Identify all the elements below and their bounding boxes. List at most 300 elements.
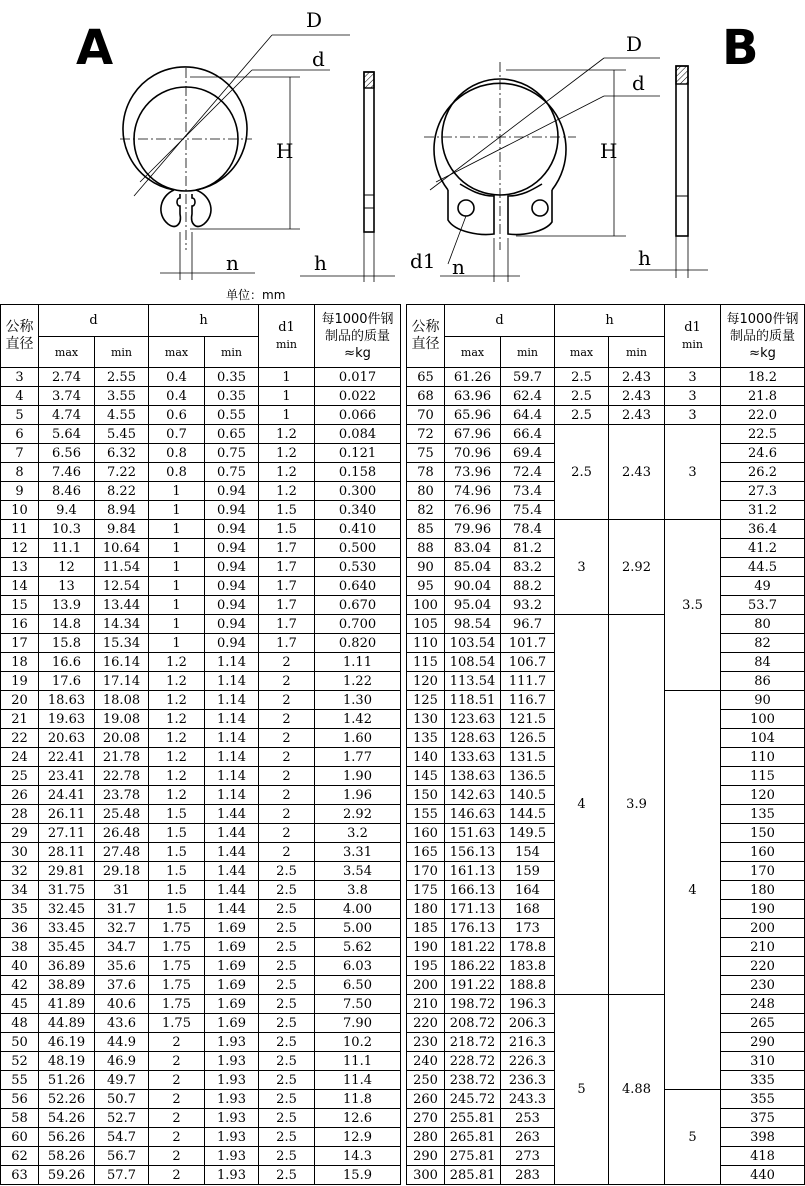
d-max-cell: 32.45: [39, 900, 95, 919]
nominal-cell: 12: [1, 539, 39, 558]
table-row: [1, 805, 401, 824]
nominal-cell: 65: [407, 368, 445, 387]
nominal-cell: 16: [1, 615, 39, 634]
mass-cell: 355: [721, 1090, 805, 1109]
table-row: [1, 387, 401, 406]
h-max-cell: 1.2: [149, 748, 205, 767]
table-row: [1, 444, 401, 463]
h-min-cell: 1.69: [205, 938, 259, 957]
nominal-cell: 26: [1, 786, 39, 805]
h-max-cell: 2: [149, 1128, 205, 1147]
d-min-cell: 8.22: [95, 482, 149, 501]
d-max-cell: 73.96: [445, 463, 501, 482]
mass-cell: 210: [721, 938, 805, 957]
nominal-cell: 10: [1, 501, 39, 520]
header-h-max: max: [149, 337, 205, 368]
nominal-cell: 110: [407, 634, 445, 653]
d-max-cell: 7.46: [39, 463, 95, 482]
h-max-cell: 1: [149, 482, 205, 501]
d1-cell: 1.7: [259, 558, 315, 577]
d-min-cell: 52.7: [95, 1109, 149, 1128]
d1-cell: 2.5: [259, 1071, 315, 1090]
d1-cell: 1.2: [259, 425, 315, 444]
d-max-cell: 41.89: [39, 995, 95, 1014]
dim-label-d-a: d: [312, 47, 325, 71]
d1-cell: 2: [259, 824, 315, 843]
d-min-cell: 56.7: [95, 1147, 149, 1166]
d-min-cell: 273: [501, 1147, 555, 1166]
dim-label-h-b: h: [638, 246, 651, 270]
nominal-cell: 3: [1, 368, 39, 387]
d-max-cell: 191.22: [445, 976, 501, 995]
d-max-cell: 16.6: [39, 653, 95, 672]
h-min-cell: 1.14: [205, 710, 259, 729]
h-min-cell: 2.43: [609, 406, 665, 425]
d-min-cell: 15.34: [95, 634, 149, 653]
nominal-cell: 8: [1, 463, 39, 482]
nominal-cell: 63: [1, 1166, 39, 1185]
mass-cell: 248: [721, 995, 805, 1014]
header-h-max-r: max: [555, 337, 609, 368]
table-row: [1, 1147, 401, 1166]
h-max-cell: 1.5: [149, 843, 205, 862]
d-max-cell: 208.72: [445, 1014, 501, 1033]
header-d-r: d: [445, 305, 555, 337]
d1-cell: 1: [259, 406, 315, 425]
table-row: [1, 596, 401, 615]
d-max-cell: 46.19: [39, 1033, 95, 1052]
d-max-cell: 133.63: [445, 748, 501, 767]
d1-cell: 1.2: [259, 482, 315, 501]
mass-cell: 398: [721, 1128, 805, 1147]
header-d1-min: min: [275, 338, 298, 351]
h-min-cell: 1.44: [205, 805, 259, 824]
nominal-cell: 52: [1, 1052, 39, 1071]
table-row: [407, 615, 805, 634]
spec-table-right: [406, 304, 805, 1185]
d-min-cell: 75.4: [501, 501, 555, 520]
d-min-cell: 93.2: [501, 596, 555, 615]
h-min-cell: 1.69: [205, 976, 259, 995]
h-min-cell: 2.43: [609, 425, 665, 520]
h-min-cell: 1.14: [205, 729, 259, 748]
d-max-cell: 275.81: [445, 1147, 501, 1166]
nominal-cell: 5: [1, 406, 39, 425]
d-min-cell: 54.7: [95, 1128, 149, 1147]
d-min-cell: 20.08: [95, 729, 149, 748]
d1-cell: 2: [259, 653, 315, 672]
d-min-cell: 243.3: [501, 1090, 555, 1109]
h-min-cell: 1.44: [205, 881, 259, 900]
h-max-cell: 2: [149, 1147, 205, 1166]
table-row: [1, 463, 401, 482]
ring-a-drawing: [123, 67, 247, 226]
table-row: [1, 862, 401, 881]
mass-cell: 7.90: [315, 1014, 401, 1033]
table-row: [407, 406, 805, 425]
d1-cell: 2.5: [259, 1166, 315, 1185]
dim-label-n-b: n: [452, 255, 465, 279]
mass-cell: 22.5: [721, 425, 805, 444]
mass-cell: 418: [721, 1147, 805, 1166]
d-min-cell: 3.55: [95, 387, 149, 406]
nominal-cell: 18: [1, 653, 39, 672]
d-min-cell: 72.4: [501, 463, 555, 482]
nominal-cell: 21: [1, 710, 39, 729]
d-max-cell: 79.96: [445, 520, 501, 539]
d1-cell: 3: [665, 406, 721, 425]
d-max-cell: 58.26: [39, 1147, 95, 1166]
d-min-cell: 23.78: [95, 786, 149, 805]
header-mass-unit-r: ≈kg: [749, 345, 776, 361]
figure-label-b: B: [722, 20, 759, 76]
table-row: [1, 995, 401, 1014]
mass-cell: 11.4: [315, 1071, 401, 1090]
table-row: [407, 995, 805, 1014]
mass-cell: 0.300: [315, 482, 401, 501]
h-max-cell: 1: [149, 615, 205, 634]
mass-cell: 160: [721, 843, 805, 862]
d-min-cell: 96.7: [501, 615, 555, 634]
d-max-cell: 142.63: [445, 786, 501, 805]
mass-cell: 104: [721, 729, 805, 748]
h-min-cell: 1.14: [205, 653, 259, 672]
h-max-cell: 1.75: [149, 995, 205, 1014]
h-min-cell: 1.14: [205, 672, 259, 691]
d-min-cell: 13.44: [95, 596, 149, 615]
dim-label-D-a: D: [306, 8, 323, 32]
table-row: [1, 1166, 401, 1185]
nominal-cell: 200: [407, 976, 445, 995]
nominal-cell: 58: [1, 1109, 39, 1128]
mass-cell: 290: [721, 1033, 805, 1052]
header-h: h: [149, 305, 259, 337]
table-row: [1, 1090, 401, 1109]
d-max-cell: 65.96: [445, 406, 501, 425]
h-max-cell: 5: [555, 995, 609, 1185]
d-max-cell: 118.51: [445, 691, 501, 710]
nominal-cell: 42: [1, 976, 39, 995]
d-min-cell: 206.3: [501, 1014, 555, 1033]
d1-cell: 3: [665, 368, 721, 387]
mass-cell: 3.2: [315, 824, 401, 843]
d-max-cell: 108.54: [445, 653, 501, 672]
nominal-cell: 115: [407, 653, 445, 672]
nominal-cell: 6: [1, 425, 39, 444]
d-max-cell: 12: [39, 558, 95, 577]
mass-cell: 80: [721, 615, 805, 634]
table-row: [1, 748, 401, 767]
d-min-cell: 183.8: [501, 957, 555, 976]
h-max-cell: 1: [149, 520, 205, 539]
mass-cell: 0.820: [315, 634, 401, 653]
mass-cell: 0.084: [315, 425, 401, 444]
d-min-cell: 16.14: [95, 653, 149, 672]
h-max-cell: 1.2: [149, 767, 205, 786]
d-max-cell: 95.04: [445, 596, 501, 615]
table-row: [1, 368, 401, 387]
nominal-cell: 95: [407, 577, 445, 596]
header-h-min: min: [205, 337, 259, 368]
d-min-cell: 253: [501, 1109, 555, 1128]
mass-cell: 110: [721, 748, 805, 767]
d-min-cell: 62.4: [501, 387, 555, 406]
d-min-cell: 126.5: [501, 729, 555, 748]
h-min-cell: 0.94: [205, 558, 259, 577]
table-row: [1, 824, 401, 843]
h-min-cell: 1.44: [205, 900, 259, 919]
d-max-cell: 67.96: [445, 425, 501, 444]
mass-cell: 84: [721, 653, 805, 672]
nominal-cell: 190: [407, 938, 445, 957]
nominal-cell: 125: [407, 691, 445, 710]
nominal-cell: 170: [407, 862, 445, 881]
d-min-cell: 18.08: [95, 691, 149, 710]
d-min-cell: 44.9: [95, 1033, 149, 1052]
dim-label-H-a: H: [276, 139, 294, 163]
mass-cell: 200: [721, 919, 805, 938]
mass-cell: 11.8: [315, 1090, 401, 1109]
h-max-cell: 2.5: [555, 406, 609, 425]
d-min-cell: 27.48: [95, 843, 149, 862]
d-max-cell: 228.72: [445, 1052, 501, 1071]
nominal-cell: 56: [1, 1090, 39, 1109]
d-min-cell: 136.5: [501, 767, 555, 786]
table-row: [1, 577, 401, 596]
d-max-cell: 26.11: [39, 805, 95, 824]
nominal-cell: 45: [1, 995, 39, 1014]
d-max-cell: 3.74: [39, 387, 95, 406]
d-max-cell: 9.4: [39, 501, 95, 520]
d1-cell: 1.7: [259, 596, 315, 615]
h-min-cell: 0.55: [205, 406, 259, 425]
header-d-min: min: [95, 337, 149, 368]
spec-table-left: [0, 304, 401, 1185]
d-max-cell: 36.89: [39, 957, 95, 976]
d-min-cell: 283: [501, 1166, 555, 1185]
h-min-cell: 1.44: [205, 843, 259, 862]
d-max-cell: 51.26: [39, 1071, 95, 1090]
table-row: [1, 957, 401, 976]
h-max-cell: 2: [149, 1109, 205, 1128]
nominal-cell: 75: [407, 444, 445, 463]
mass-cell: 36.4: [721, 520, 805, 539]
d-max-cell: 113.54: [445, 672, 501, 691]
h-min-cell: 1.69: [205, 919, 259, 938]
table-row: [1, 900, 401, 919]
dim-label-n-a: n: [226, 251, 239, 275]
nominal-cell: 30: [1, 843, 39, 862]
table-row: [1, 843, 401, 862]
d-min-cell: 32.7: [95, 919, 149, 938]
d-min-cell: 154: [501, 843, 555, 862]
nominal-cell: 34: [1, 881, 39, 900]
nominal-cell: 145: [407, 767, 445, 786]
h-min-cell: 2.92: [609, 520, 665, 615]
d1-cell: 2: [259, 786, 315, 805]
nominal-cell: 140: [407, 748, 445, 767]
d-min-cell: 81.2: [501, 539, 555, 558]
d-max-cell: 161.13: [445, 862, 501, 881]
header-nominal-r: 公称直径: [407, 305, 445, 368]
h-max-cell: 1.5: [149, 805, 205, 824]
h-min-cell: 2.43: [609, 387, 665, 406]
d-max-cell: 54.26: [39, 1109, 95, 1128]
nominal-cell: 68: [407, 387, 445, 406]
d-min-cell: 14.34: [95, 615, 149, 634]
mass-cell: 11.1: [315, 1052, 401, 1071]
mass-cell: 12.9: [315, 1128, 401, 1147]
d-max-cell: 14.8: [39, 615, 95, 634]
d-max-cell: 22.41: [39, 748, 95, 767]
h-min-cell: 1.93: [205, 1147, 259, 1166]
d-min-cell: 29.18: [95, 862, 149, 881]
mass-cell: 7.50: [315, 995, 401, 1014]
nominal-cell: 78: [407, 463, 445, 482]
d-min-cell: 88.2: [501, 577, 555, 596]
mass-cell: 22.0: [721, 406, 805, 425]
d-min-cell: 173: [501, 919, 555, 938]
d-min-cell: 7.22: [95, 463, 149, 482]
header-h-min-r: min: [609, 337, 665, 368]
h-max-cell: 0.4: [149, 387, 205, 406]
h-max-cell: 2: [149, 1166, 205, 1185]
h-min-cell: 1.14: [205, 748, 259, 767]
h-max-cell: 2: [149, 1052, 205, 1071]
nominal-cell: 195: [407, 957, 445, 976]
h-max-cell: 0.4: [149, 368, 205, 387]
table-row: [1, 558, 401, 577]
mass-cell: 0.670: [315, 596, 401, 615]
mass-cell: 49: [721, 577, 805, 596]
table-row: [1, 1071, 401, 1090]
d-min-cell: 19.08: [95, 710, 149, 729]
nominal-cell: 25: [1, 767, 39, 786]
table-row: [1, 938, 401, 957]
h-max-cell: 1.75: [149, 976, 205, 995]
mass-cell: 1.30: [315, 691, 401, 710]
nominal-cell: 130: [407, 710, 445, 729]
nominal-cell: 55: [1, 1071, 39, 1090]
h-max-cell: 0.7: [149, 425, 205, 444]
nominal-cell: 240: [407, 1052, 445, 1071]
nominal-cell: 80: [407, 482, 445, 501]
d1-cell: 2.5: [259, 919, 315, 938]
mass-cell: 440: [721, 1166, 805, 1185]
d-min-cell: 263: [501, 1128, 555, 1147]
d1-cell: 2: [259, 767, 315, 786]
mass-cell: 6.03: [315, 957, 401, 976]
header-d1-label: d1: [278, 320, 295, 335]
d-min-cell: 116.7: [501, 691, 555, 710]
header-d-max-r: max: [445, 337, 501, 368]
mass-cell: 27.3: [721, 482, 805, 501]
mass-cell: 220: [721, 957, 805, 976]
d-max-cell: 17.6: [39, 672, 95, 691]
d1-cell: 2.5: [259, 976, 315, 995]
d1-cell: 2.5: [259, 862, 315, 881]
dim-label-D-b: D: [626, 32, 643, 56]
h-max-cell: 1.2: [149, 786, 205, 805]
nominal-cell: 135: [407, 729, 445, 748]
nominal-cell: 38: [1, 938, 39, 957]
d-max-cell: 24.41: [39, 786, 95, 805]
nominal-cell: 290: [407, 1147, 445, 1166]
mass-cell: 3.54: [315, 862, 401, 881]
d-max-cell: 181.22: [445, 938, 501, 957]
d-max-cell: 63.96: [445, 387, 501, 406]
d-min-cell: 236.3: [501, 1071, 555, 1090]
h-min-cell: 0.75: [205, 463, 259, 482]
header-mass-r: [721, 305, 805, 368]
nominal-cell: 48: [1, 1014, 39, 1033]
h-max-cell: 1.2: [149, 691, 205, 710]
d-max-cell: 18.63: [39, 691, 95, 710]
d1-cell: 2.5: [259, 1033, 315, 1052]
nominal-cell: 29: [1, 824, 39, 843]
d-min-cell: 6.32: [95, 444, 149, 463]
d-max-cell: 8.46: [39, 482, 95, 501]
d1-cell: 2.5: [259, 938, 315, 957]
h-min-cell: 3.9: [609, 615, 665, 995]
h-min-cell: 1.93: [205, 1166, 259, 1185]
mass-cell: 190: [721, 900, 805, 919]
mass-cell: 12.6: [315, 1109, 401, 1128]
mass-cell: 4.00: [315, 900, 401, 919]
header-d-min-r: min: [501, 337, 555, 368]
d1-cell: 2.5: [259, 900, 315, 919]
h-max-cell: 0.8: [149, 444, 205, 463]
ring-b-dimension-lines: [424, 58, 660, 282]
d-min-cell: 12.54: [95, 577, 149, 596]
table-row: [1, 406, 401, 425]
d-max-cell: 74.96: [445, 482, 501, 501]
mass-cell: 0.500: [315, 539, 401, 558]
d-min-cell: 216.3: [501, 1033, 555, 1052]
d1-cell: 5: [665, 1090, 721, 1185]
d-max-cell: 11.1: [39, 539, 95, 558]
h-max-cell: 1: [149, 501, 205, 520]
d-min-cell: 21.78: [95, 748, 149, 767]
mass-cell: 0.017: [315, 368, 401, 387]
nominal-cell: 70: [407, 406, 445, 425]
d-max-cell: 238.72: [445, 1071, 501, 1090]
nominal-cell: 105: [407, 615, 445, 634]
h-max-cell: 1: [149, 577, 205, 596]
h-min-cell: 2.43: [609, 368, 665, 387]
h-max-cell: 3: [555, 520, 609, 615]
mass-cell: 90: [721, 691, 805, 710]
nominal-cell: 82: [407, 501, 445, 520]
h-min-cell: 1.93: [205, 1071, 259, 1090]
h-min-cell: 1.14: [205, 767, 259, 786]
h-max-cell: 1: [149, 558, 205, 577]
d-max-cell: 61.26: [445, 368, 501, 387]
mass-cell: 10.2: [315, 1033, 401, 1052]
d-max-cell: 98.54: [445, 615, 501, 634]
mass-cell: 310: [721, 1052, 805, 1071]
header-nominal: 公称直径: [1, 305, 39, 368]
h-min-cell: 0.94: [205, 615, 259, 634]
mass-cell: 3.31: [315, 843, 401, 862]
h-min-cell: 1.69: [205, 957, 259, 976]
nominal-cell: 150: [407, 786, 445, 805]
h-min-cell: 4.88: [609, 995, 665, 1185]
nominal-cell: 20: [1, 691, 39, 710]
header-mass-unit: ≈kg: [344, 345, 371, 361]
d1-cell: 1.5: [259, 520, 315, 539]
d-max-cell: 23.41: [39, 767, 95, 786]
